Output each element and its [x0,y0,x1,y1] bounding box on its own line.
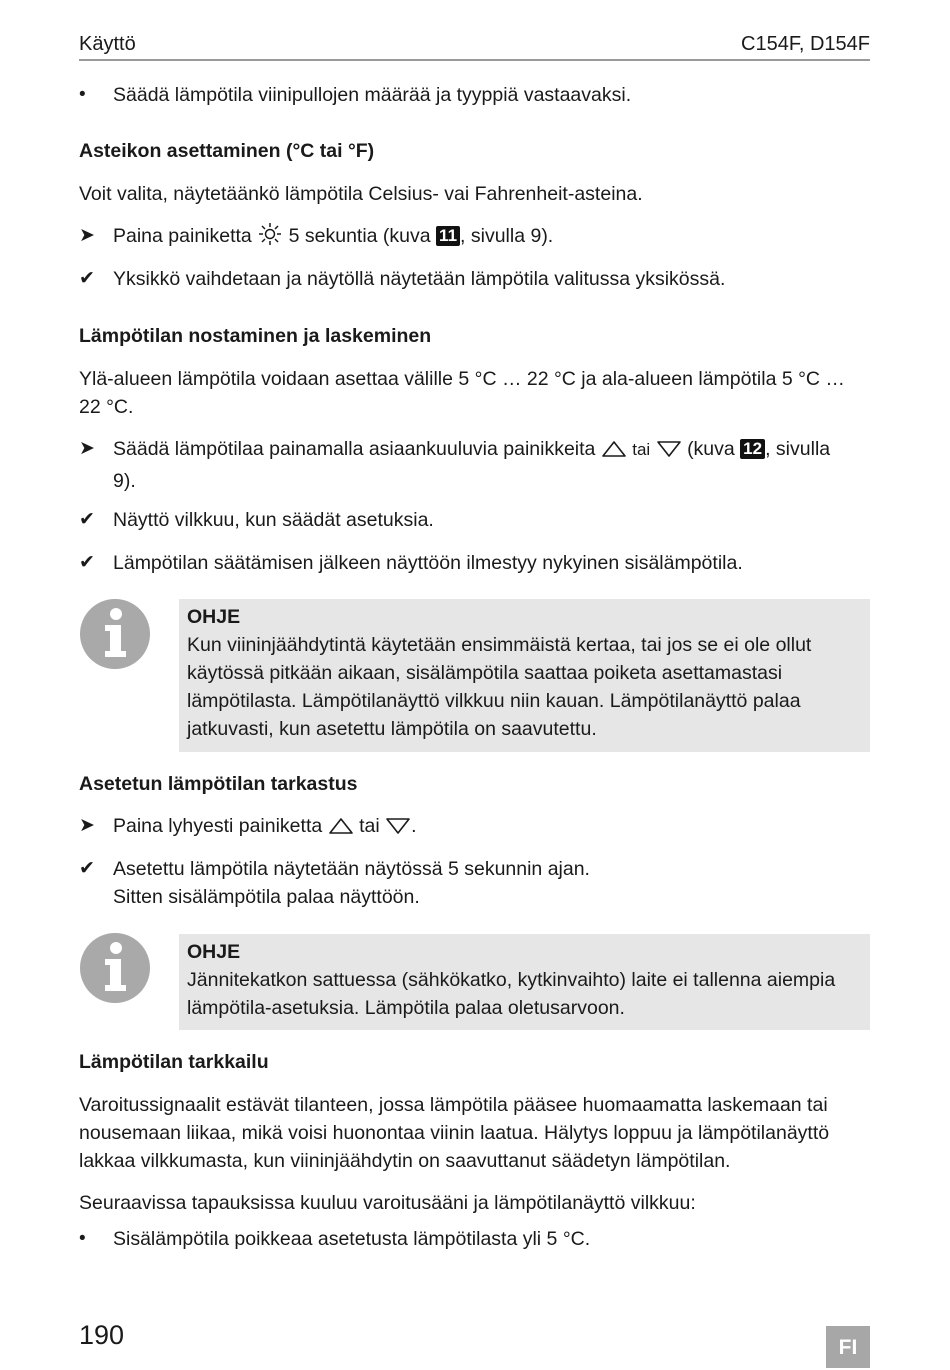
list-item [79,1225,870,1253]
step-text: tai [632,440,651,459]
page-number: 190 [79,1320,125,1350]
step-text: Säädä lämpötilaa painamalla asiaankuuluvia painikkeita [113,438,596,460]
arrow-marker: ➤ [79,225,95,246]
step-text: . [411,815,417,837]
up-triangle-icon [328,816,354,844]
instruction-step [79,222,870,254]
step-text: 5 sekuntia (kuva [288,225,431,247]
result-text: Lämpötilan säätämisen jälkeen näyttöön ilmestyy nykyinen sisälämpötila. [113,552,743,574]
note-title: OHJE [187,606,241,628]
up-triangle-icon [601,439,627,467]
note-title: OHJE [187,941,241,963]
info-icon [79,598,151,670]
note-box [179,934,870,1030]
down-triangle-icon [656,439,682,467]
bullet-marker: • [79,84,86,105]
note-box [179,599,870,752]
figure-badge: 11 [436,226,460,246]
step-text: tai [359,815,380,837]
result-text: Näyttö vilkkuu, kun säädät asetuksia. [113,509,434,531]
paragraph: Seuraavissa tapauksissa kuuluu varoitusääni ja lämpötilanäyttö vilkkuu: [79,1192,696,1214]
paragraph: Voit valita, näytetäänkö lämpötila Celsius- vai Fahrenheit-asteina. [79,183,643,205]
result-item [79,506,870,534]
bullet-text: Sisälämpötila poikkeaa asetetusta lämpötilasta yli 5 °C. [113,1228,591,1250]
header-model: C154F, D154F [741,33,870,55]
running-header [79,30,870,61]
check-marker: ✔ [79,858,95,879]
section-heading: Asetetun lämpötilan tarkastus [79,773,358,795]
down-triangle-icon [385,816,411,844]
arrow-marker: ➤ [79,815,95,836]
note-text: Kun viininjäähdytintä käytetään ensimmäistä kertaa, tai jos se ei ole ollut käytössä pitkään aikaan, sisälämpötila saattaa poiketa asettamastasi lämpötilasta. Lämpötilanäyttö vilkkuu niin kauan. Lämpötilanäyttö palaa jatkuvasti, kun asetettu lämpötila on saavutettu. [187,634,812,740]
paragraph: Varoitussignaalit estävät tilanteen, jossa lämpötila pääsee huomaamatta laskemaan tai nousemaan liikaa, mikä voisi huonontaa viinin laatua. Hälytys loppuu ja lämpötilanäyttö lakkaa vilkkumasta, kun viininjäähdytin on saavuttanut säädetyn lämpötilan. [79,1094,830,1172]
section-heading: Lämpötilan nostaminen ja laskeminen [79,325,432,347]
bullet-text: Säädä lämpötila viinipullojen määrää ja tyyppiä vastaavaksi. [113,84,632,106]
result-item [79,549,870,577]
result-text: Yksikkö vaihdetaan ja näytöllä näytetään lämpötila valitussa yksikössä. [113,268,726,290]
section-heading: Asteikon asettaminen (°C tai °F) [79,140,375,162]
sun-icon [257,222,283,254]
check-marker: ✔ [79,552,95,573]
check-marker: ✔ [79,509,95,530]
check-marker: ✔ [79,268,95,289]
step-text: Paina painiketta [113,225,252,247]
result-text: Sitten sisälämpötila palaa näyttöön. [113,886,420,908]
step-text: (kuva [687,438,735,460]
note-text: Jännitekatkon sattuessa (sähkökatko, kytkinvaihto) laite ei tallenna aiempia lämpötila-asetuksia. Lämpötila palaa oletusarvoon. [187,969,836,1019]
instruction-step [79,812,870,844]
step-text: , sivulla 9). [113,438,831,492]
result-item [79,855,870,911]
figure-badge: 12 [740,439,765,459]
paragraph: Ylä-alueen lämpötila voidaan asettaa välille 5 °C … 22 °C ja ala-alueen lämpötila 5 °C … 22 °C. [79,368,845,418]
step-text: Paina lyhyesti painiketta [113,815,323,837]
result-item [79,265,870,293]
list-item [79,81,870,109]
step-text: , sivulla 9). [460,225,554,247]
section-heading: Lämpötilan tarkkailu [79,1051,269,1073]
info-icon [79,932,151,1004]
result-text: Asetettu lämpötila näytetään näytössä 5 sekunnin ajan. [113,858,590,880]
bullet-marker: • [79,1228,86,1249]
language-tab: FI [826,1326,870,1368]
instruction-step [79,435,870,495]
arrow-marker: ➤ [79,438,95,459]
header-section: Käyttö [79,33,136,55]
